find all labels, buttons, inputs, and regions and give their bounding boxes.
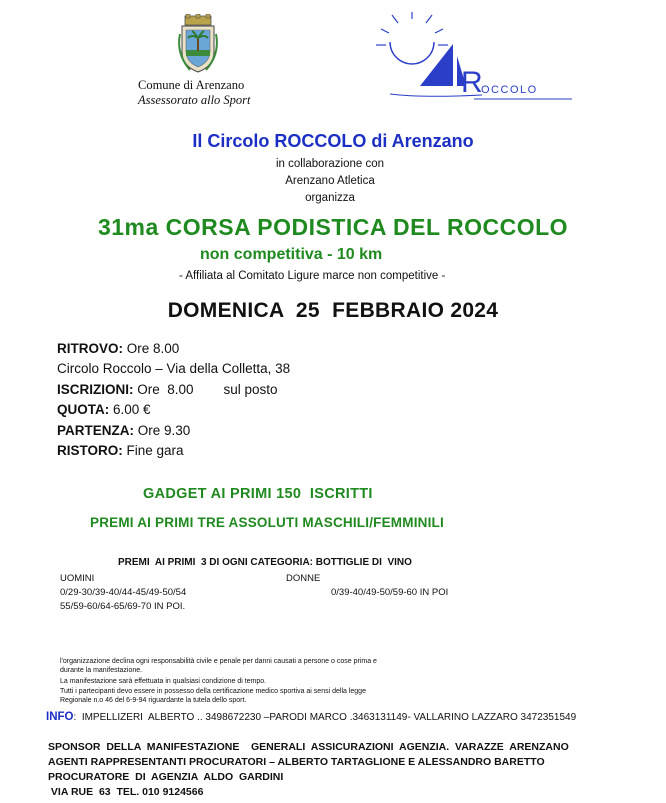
- event-date: DOMENICA 25 FEBBRAIO 2024: [167, 299, 499, 322]
- ritrovo-label: RITROVO:: [57, 341, 123, 356]
- partenza-value: Ore 9.30: [134, 423, 191, 438]
- logo-letter-r: R: [461, 66, 483, 99]
- uomini-categories-1: 0/29-30/39-40/44-45/49-50/54: [60, 587, 187, 598]
- sponsor-line-4: VIA RUE 63 TEL. 010 9124566: [48, 786, 204, 798]
- partenza-label: PARTENZA:: [57, 423, 134, 438]
- ristoro-label: RISTORO:: [57, 443, 123, 458]
- organizza-text: organizza: [305, 192, 355, 204]
- disclaimer-line-4: Tutti i partecipanti devo essere in possesso della certificazione medico sportiva ai sensi della legge: [60, 688, 366, 695]
- race-title: 31ma CORSA PODISTICA DEL ROCCOLO: [97, 214, 569, 240]
- disclaimer-line-5: Regionale n.o 46 del 6-9-94 riguardante la tutela dello sport.: [60, 697, 247, 704]
- logo-wordmark: OCCOLO: [481, 84, 538, 96]
- organizer-title: Il Circolo ROCCOLO di Arenzano: [192, 131, 474, 151]
- donne-label: DONNE: [286, 573, 321, 584]
- ristoro-line: [57, 443, 184, 458]
- iscrizioni-value: Ore 8.00 sul posto: [133, 382, 278, 397]
- coat-of-arms-icon: [176, 14, 220, 76]
- partner-name: Arenzano Atletica: [285, 175, 375, 187]
- sponsor-line-3: PROCURATORE DI AGENZIA ALDO GARDINI: [48, 771, 284, 783]
- info-contacts: [46, 711, 576, 723]
- quota-value: 6.00 €: [109, 402, 151, 417]
- ritrovo-value: Ore 8.00: [123, 341, 180, 356]
- comune-name: Comune di Arenzano: [138, 78, 245, 92]
- iscrizioni-line: [57, 382, 278, 397]
- sponsor-line-2: AGENTI RAPPRESENTANTI PROCURATORI – ALBERTO TARTAGLIONE E ALESSANDRO BARETTO: [48, 756, 545, 768]
- collab-text: in collaborazione con: [275, 158, 385, 170]
- race-subtitle: non competitiva - 10 km: [200, 246, 383, 263]
- ristoro-value: Fine gara: [122, 443, 184, 458]
- ritrovo-line: [57, 341, 179, 356]
- disclaimer-line-2: durante la manifestazione.: [60, 667, 143, 674]
- info-text: : IMPELLIZERI ALBERTO .. 3498672230 –PARODI MARCO .3463131149- VALLARINO LAZZARO 3472351549: [73, 712, 577, 723]
- uomini-label: UOMINI: [60, 573, 95, 584]
- comune-subtitle: Assessorato allo Sport: [138, 93, 251, 107]
- disclaimer-line-3: La manifestazione sarà effettuata in qualsiasi condizione di tempo.: [60, 678, 267, 685]
- quota-label: QUOTA:: [57, 402, 110, 417]
- disclaimer-line-1: l'organizzazione declina ogni responsabilità civile e penale per danni causati a persone o cose prima e: [60, 658, 377, 665]
- location-line: Circolo Roccolo – Via della Colletta, 38: [57, 361, 291, 376]
- sponsor-line-1: SPONSOR DELLA MANIFESTAZIONE GENERALI ASSICURAZIONI AGENZIA. VARAZZE ARENZANO: [48, 741, 569, 753]
- iscrizioni-label: ISCRIZIONI:: [57, 382, 134, 397]
- affiliation-note: - Affiliata al Comitato Ligure marce non competitive -: [179, 270, 446, 282]
- gadget-banner: GADGET AI PRIMI 150 ISCRITTI: [143, 486, 373, 502]
- quota-line: [57, 402, 151, 417]
- assoluti-banner: PREMI AI PRIMI TRE ASSOLUTI MASCHILI/FEMMINILI: [90, 515, 444, 530]
- donne-categories: 0/39-40/49-50/59-60 IN POI: [331, 587, 449, 598]
- info-label: INFO: [46, 711, 74, 723]
- partenza-line: [57, 423, 190, 438]
- category-prizes-title: PREMI AI PRIMI 3 DI OGNI CATEGORIA: BOTTIGLIE DI VINO: [118, 557, 412, 568]
- uomini-categories-2: 55/59-60/64-65/69-70 IN POI.: [60, 601, 186, 612]
